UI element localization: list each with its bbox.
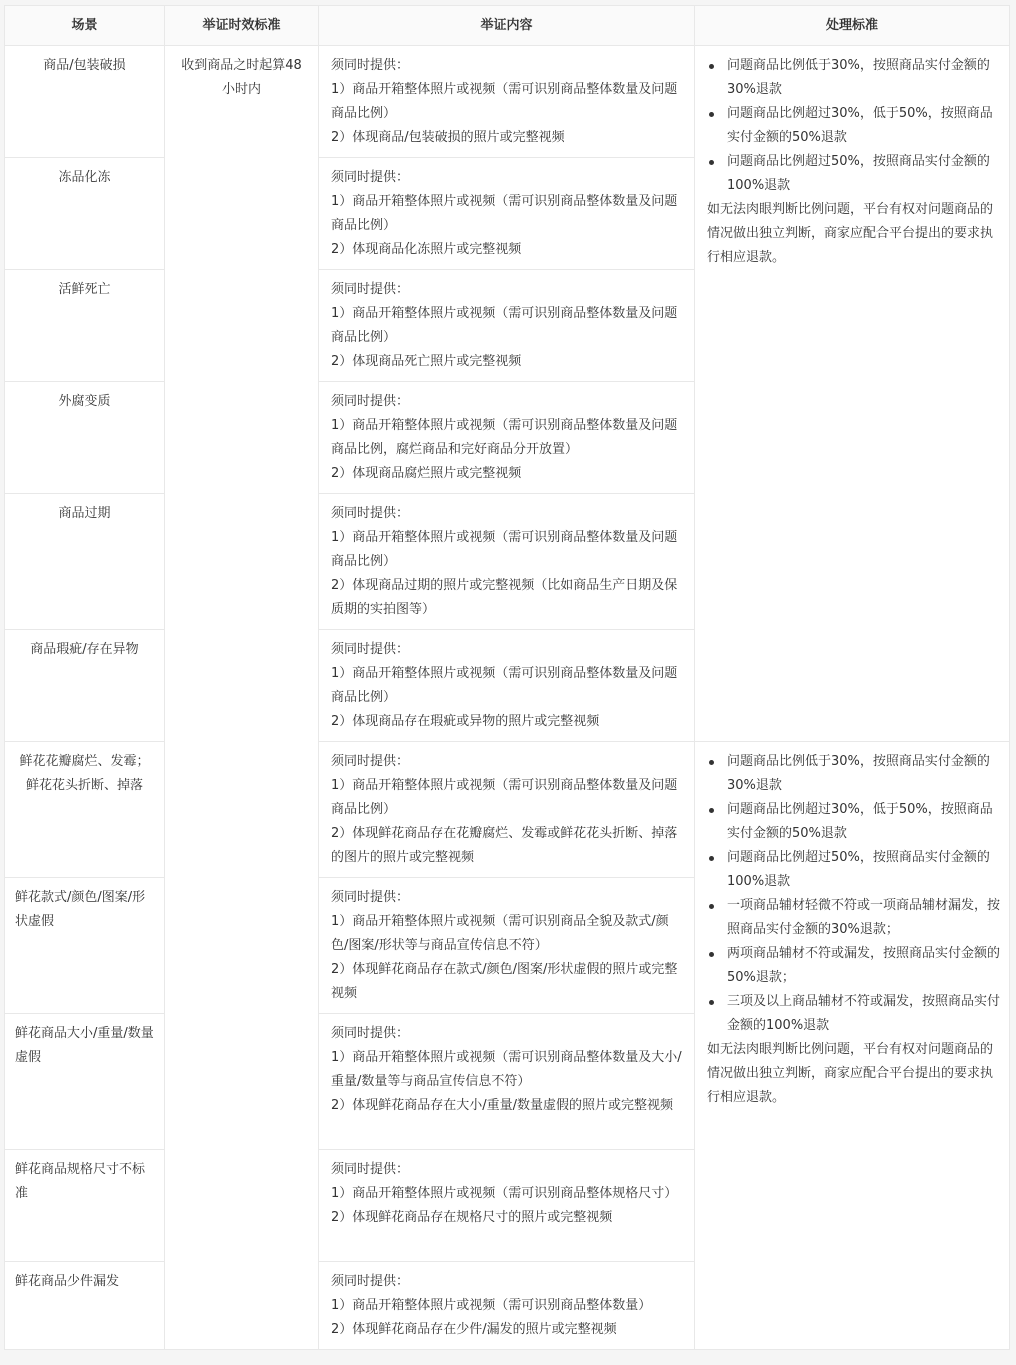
evidence-line: 2）体现商品存在瑕疵或异物的照片或完整视频 <box>331 714 600 729</box>
evidence-cell <box>319 1262 695 1350</box>
scene-cell: 外腐变质 <box>5 382 165 494</box>
scene-cell: 商品/包装破损 <box>5 46 165 158</box>
evidence-line: 1）商品开箱整体照片或视频（需可识别商品整体数量及问题商品比例） <box>331 778 678 817</box>
scene-cell: 商品瑕疵/存在异物 <box>5 630 165 742</box>
bullet-dot-icon <box>709 808 714 813</box>
evidence-line: 1）商品开箱整体照片或视频（需可识别商品整体数量及问题商品比例） <box>331 82 678 121</box>
evidence-line: 2）体现商品死亡照片或完整视频 <box>331 354 522 369</box>
handling-standard-cell <box>695 46 1010 742</box>
evidence-line: 须同时提供： <box>331 506 410 521</box>
bullet-dot-icon <box>709 904 714 909</box>
scene-cell: 商品过期 <box>5 494 165 630</box>
scene-cell: 冻品化冻 <box>5 158 165 270</box>
handling-bullet <box>707 846 1001 894</box>
evidence-cell <box>319 742 695 878</box>
evidence-line: 2）体现商品/包装破损的照片或完整视频 <box>331 130 565 145</box>
bullet-dot-icon <box>709 760 714 765</box>
bullet-dot-icon <box>709 112 714 117</box>
handling-bullet <box>707 150 1001 198</box>
scene-cell: 活鲜死亡 <box>5 270 165 382</box>
header-handling-standard: 处理标准 <box>695 6 1010 46</box>
scene-cell: 鲜花商品少件漏发 <box>5 1262 165 1350</box>
bullet-dot-icon <box>709 64 714 69</box>
evidence-cell <box>319 270 695 382</box>
handling-bullet <box>707 942 1001 990</box>
bullet-dot-icon <box>709 952 714 957</box>
handling-bullet-text: 问题商品比例超过50%，按照商品实付金额的100%退款 <box>727 154 990 193</box>
evidence-line: 2）体现鲜花商品存在大小/重量/数量虚假的照片或完整视频 <box>331 1098 674 1113</box>
evidence-line: 2）体现鲜花商品存在花瓣腐烂、发霉或鲜花花头折断、掉落的图片的照片或完整视频 <box>331 826 678 865</box>
evidence-cell <box>319 158 695 270</box>
handling-bullet-text: 一项商品辅材轻微不符或一项商品辅材漏发，按照商品实付金额的30%退款； <box>727 898 1001 937</box>
evidence-line: 2）体现商品化冻照片或完整视频 <box>331 242 522 257</box>
evidence-line: 1）商品开箱整体照片或视频（需可识别商品整体规格尺寸） <box>331 1186 678 1201</box>
evidence-line: 须同时提供： <box>331 642 410 657</box>
evidence-line: 须同时提供： <box>331 754 410 769</box>
bullet-dot-icon <box>709 1000 714 1005</box>
header-time-standard: 举证时效标准 <box>165 6 319 46</box>
scene-cell: 鲜花商品规格尺寸不标准 <box>5 1150 165 1262</box>
scene-cell: 鲜花商品大小/重量/数量虚假 <box>5 1014 165 1150</box>
handling-bullet <box>707 54 1001 102</box>
evidence-line: 1）商品开箱整体照片或视频（需可识别商品整体数量及问题商品比例） <box>331 306 678 345</box>
handling-bullet <box>707 894 1001 942</box>
evidence-line: 2）体现鲜花商品存在少件/漏发的照片或完整视频 <box>331 1322 617 1337</box>
evidence-line: 2）体现商品腐烂照片或完整视频 <box>331 466 522 481</box>
bullet-dot-icon <box>709 160 714 165</box>
handling-note: 如无法肉眼判断比例问题，平台有权对问题商品的情况做出独立判断，商家应配合平台提出的要求执行相应退款。 <box>707 202 994 265</box>
handling-bullet <box>707 798 1001 846</box>
handling-bullet-text: 问题商品比例超过30%，低于50%，按照商品实付金额的50%退款 <box>727 802 993 841</box>
table-header-row <box>5 6 1010 46</box>
handling-bullet <box>707 102 1001 150</box>
handling-bullet-text: 问题商品比例超过50%，按照商品实付金额的100%退款 <box>727 850 990 889</box>
refund-evidence-table <box>4 5 1010 1350</box>
evidence-line: 2）体现鲜花商品存在款式/颜色/图案/形状虚假的照片或完整视频 <box>331 962 678 1001</box>
evidence-line: 1）商品开箱整体照片或视频（需可识别商品整体数量） <box>331 1298 652 1313</box>
evidence-cell <box>319 1014 695 1150</box>
evidence-line: 须同时提供： <box>331 1026 410 1041</box>
evidence-line: 2）体现商品过期的照片或完整视频（比如商品生产日期及保质期的实拍图等） <box>331 578 678 617</box>
evidence-line: 须同时提供： <box>331 394 410 409</box>
evidence-cell <box>319 878 695 1014</box>
evidence-cell <box>319 630 695 742</box>
scene-cell: 鲜花款式/颜色/图案/形状虚假 <box>5 878 165 1014</box>
evidence-line: 1）商品开箱整体照片或视频（需可识别商品整体数量及问题商品比例） <box>331 666 678 705</box>
handling-note: 如无法肉眼判断比例问题，平台有权对问题商品的情况做出独立判断，商家应配合平台提出的要求执行相应退款。 <box>707 1042 994 1105</box>
evidence-line: 1）商品开箱整体照片或视频（需可识别商品整体数量及问题商品比例） <box>331 530 678 569</box>
handling-bullet-text: 问题商品比例超过30%，低于50%，按照商品实付金额的50%退款 <box>727 106 993 145</box>
time-standard-cell: 收到商品之时起算48小时内 <box>165 46 319 1350</box>
scene-cell: 鲜花花瓣腐烂、发霉；鲜花花头折断、掉落 <box>5 742 165 878</box>
evidence-line: 2）体现鲜花商品存在规格尺寸的照片或完整视频 <box>331 1210 613 1225</box>
evidence-cell <box>319 494 695 630</box>
bullet-dot-icon <box>709 856 714 861</box>
evidence-line: 须同时提供： <box>331 890 410 905</box>
evidence-line: 须同时提供： <box>331 282 410 297</box>
handling-bullet <box>707 990 1001 1038</box>
handling-bullet-list <box>707 54 1001 198</box>
handling-bullet-text: 问题商品比例低于30%，按照商品实付金额的30%退款 <box>727 754 990 793</box>
evidence-line: 1）商品开箱整体照片或视频（需可识别商品整体数量及问题商品比例） <box>331 194 678 233</box>
handling-bullet-text: 两项商品辅材不符或漏发，按照商品实付金额的50%退款； <box>727 946 1001 985</box>
evidence-line: 须同时提供： <box>331 170 410 185</box>
evidence-line: 1）商品开箱整体照片或视频（需可识别商品全貌及款式/颜色/图案/形状等与商品宣传信息不符） <box>331 914 669 953</box>
evidence-cell <box>319 46 695 158</box>
handling-bullet <box>707 750 1001 798</box>
handling-bullet-text: 三项及以上商品辅材不符或漏发，按照商品实付金额的100%退款 <box>727 994 1001 1033</box>
handling-standard-cell <box>695 742 1010 1350</box>
evidence-cell <box>319 1150 695 1262</box>
header-evidence-content: 举证内容 <box>319 6 695 46</box>
handling-bullet-text: 问题商品比例低于30%，按照商品实付金额的30%退款 <box>727 58 990 97</box>
handling-bullet-list <box>707 750 1001 1038</box>
table-row <box>5 742 1010 878</box>
evidence-line: 1）商品开箱整体照片或视频（需可识别商品整体数量及大小/重量/数量等与商品宣传信息不符） <box>331 1050 682 1089</box>
evidence-cell <box>319 382 695 494</box>
header-scene: 场景 <box>5 6 165 46</box>
evidence-line: 须同时提供： <box>331 58 410 73</box>
evidence-line: 须同时提供： <box>331 1274 410 1289</box>
table-row <box>5 46 1010 158</box>
evidence-line: 1）商品开箱整体照片或视频（需可识别商品整体数量及问题商品比例，腐烂商品和完好商品分开放置） <box>331 418 678 457</box>
evidence-line: 须同时提供： <box>331 1162 410 1177</box>
